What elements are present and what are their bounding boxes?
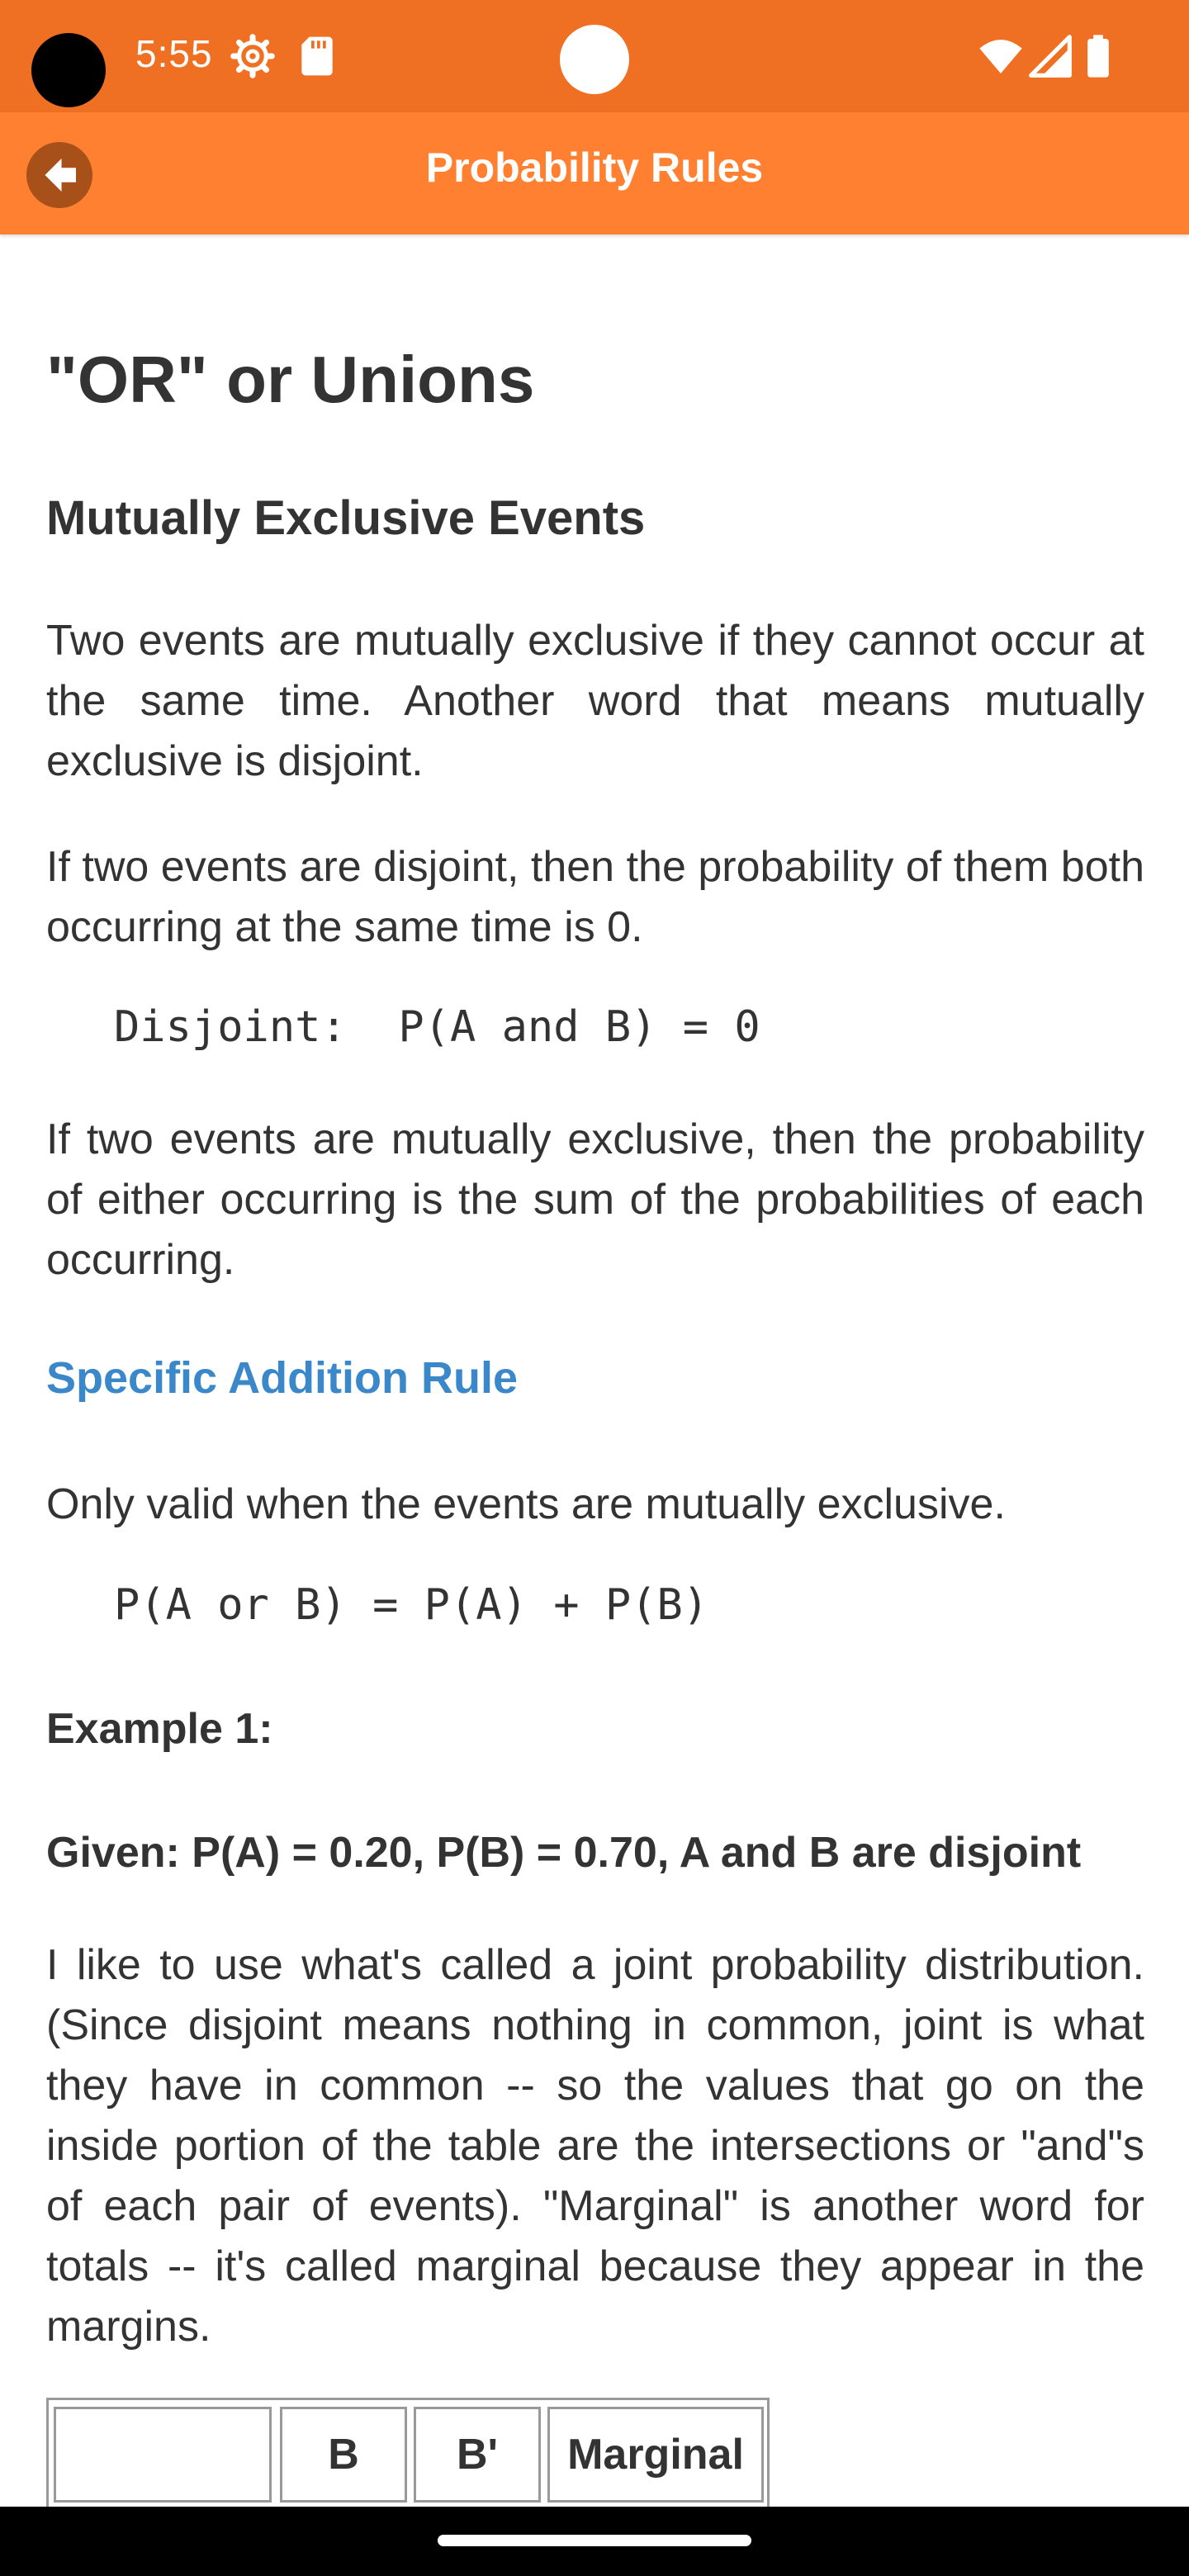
paragraph-disjoint: If two events are disjoint, then the probability of them both occurring at the same time is 0. <box>46 843 1144 951</box>
paragraph-sum: If two events are mutually exclusive, then the probability of either occurring is the sum of the probabilities of each occurring. <box>46 1115 1144 1284</box>
home-gesture-bar[interactable] <box>438 2535 751 2546</box>
status-bar <box>0 0 1189 112</box>
settings-gear-icon <box>230 33 276 79</box>
paragraph-validity: Only valid when the events are mutually exclusive. <box>46 1480 1006 1528</box>
formula-addition: P(A or B) = P(A) + P(B) <box>114 1580 709 1630</box>
status-time: 5:55 <box>135 32 213 75</box>
table-header-empty <box>54 2407 272 2503</box>
example-label: Example 1: <box>46 1705 273 1753</box>
system-nav-bar <box>0 2507 1189 2576</box>
example-given: Given: P(A) = 0.20, P(B) = 0.70, A and B are disjoint <box>46 1829 1082 1877</box>
section-heading: Mutually Exclusive Events <box>46 491 646 545</box>
app-title: Probability Rules <box>425 144 764 191</box>
cell-signal-icon <box>1027 33 1073 79</box>
table-header-marginal: Marginal <box>547 2407 764 2503</box>
table-header-b: B <box>280 2407 407 2503</box>
app-bar <box>0 112 1189 234</box>
formula-disjoint: Disjoint: P(A and B) = 0 <box>114 1002 760 1052</box>
joint-probability-table <box>46 2398 770 2513</box>
page-heading: "OR" or Unions <box>46 343 535 416</box>
camera-cutout <box>31 33 106 107</box>
paragraph-definition: Two events are mutually exclusive if they cannot occur at the same time. Another word that means mutually exclusive is disjoint. <box>46 617 1144 785</box>
sd-card-icon <box>294 33 340 79</box>
specific-addition-rule-link[interactable]: Specific Addition Rule <box>46 1353 519 1403</box>
wifi-icon <box>978 33 1024 79</box>
paragraph-joint-distribution: I like to use what's called a joint probability distribution. (Since disjoint means nothing in common, joint is what they have in common -- so the values that go on the inside portion of the table are the intersections or "and"s of each pair of events). "Marginal" is another word for totals -- it's called marginal because they appear in the margins. <box>46 1941 1144 2351</box>
front-camera <box>560 25 629 94</box>
table-header-b-prime: B' <box>414 2407 541 2503</box>
battery-icon <box>1075 33 1121 79</box>
